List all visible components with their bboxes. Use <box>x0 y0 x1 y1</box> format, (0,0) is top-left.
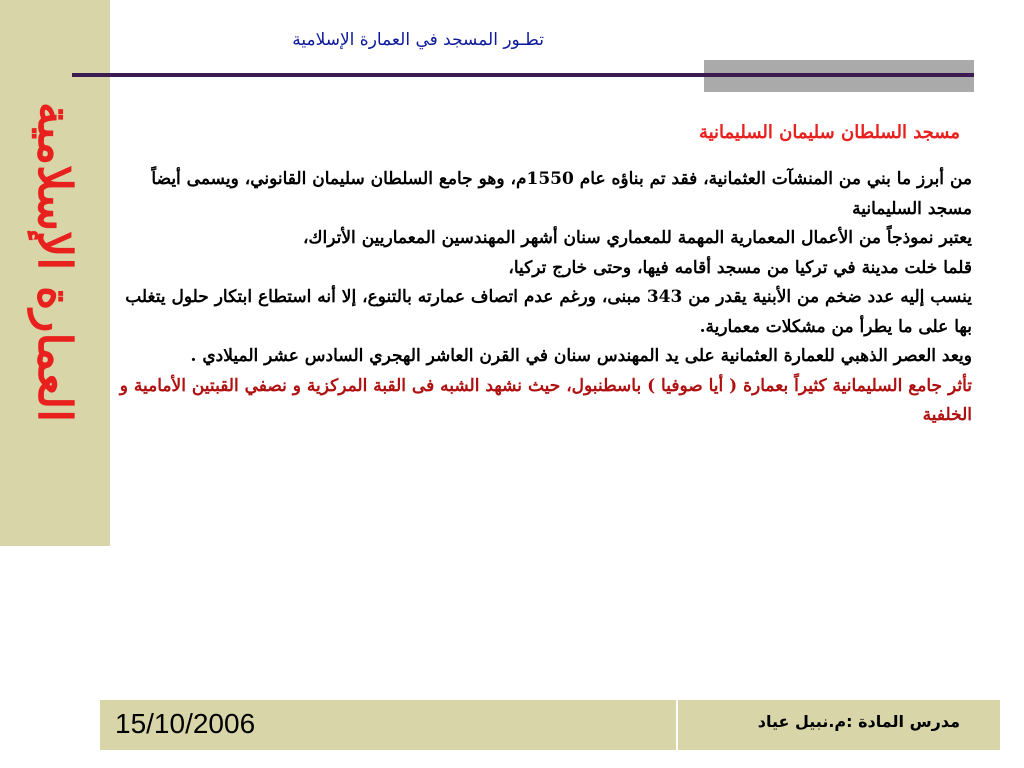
paragraph: من أبرز ما بني من المنشآت العثمانية، فقد تم بناؤه عام 1550م، وهو جامع السلطان سليمان القانوني، ويسمى أيضاً مسجد السليمانية <box>151 169 972 219</box>
main-content <box>112 110 972 431</box>
header-rule <box>72 73 704 77</box>
paragraph: ينسب إليه عدد ضخم من الأبنية يقدر من 343 مبنى، ورغم عدم اتصاف عمارته بالتنوع، إلا أنه استطاع ابتكار حلول يتغلب بها على ما يطرأ من مشكلات معمارية. <box>125 287 972 337</box>
footer-divider <box>676 700 678 750</box>
footer-date: 15/10/2006 <box>115 708 256 739</box>
footer-bar <box>100 700 1000 750</box>
section-subtitle: مسجد السلطان سليمان السليمانية <box>698 122 960 143</box>
sidebar-title: العمارة الإسلامية <box>28 101 82 423</box>
paragraph-highlight: تأثر جامع السليمانية كثيراً بعمارة ( أيا صوفيا ) باسطنبول، حيث نشهد الشبه فى القبة المركزية و نصفي القبتين الأمامية و الخلفية <box>119 375 972 425</box>
paragraph: ويعد العصر الذهبي للعمارة العثمانية على يد المهندس سنان في القرن العاشر الهجري السادس عشر الميلادي . <box>190 346 972 366</box>
footer-date-box <box>100 700 676 750</box>
header-rule-right <box>704 73 974 77</box>
sidebar-panel <box>0 0 110 546</box>
paragraph: يعتبر نموذجاً من الأعمال المعمارية المهمة للمعماري سنان أشهر المهندسين المعماريين الأتراك، <box>303 228 972 248</box>
paragraph: قلما خلت مدينة في تركيا من مسجد أقامه فيها، وحتى خارج تركيا، <box>508 257 972 278</box>
header-title: تطـور المسجد في العمارة الإسلامية <box>292 30 544 50</box>
footer-teacher: مدرس المادة :م.نبيل عياد <box>757 712 960 731</box>
